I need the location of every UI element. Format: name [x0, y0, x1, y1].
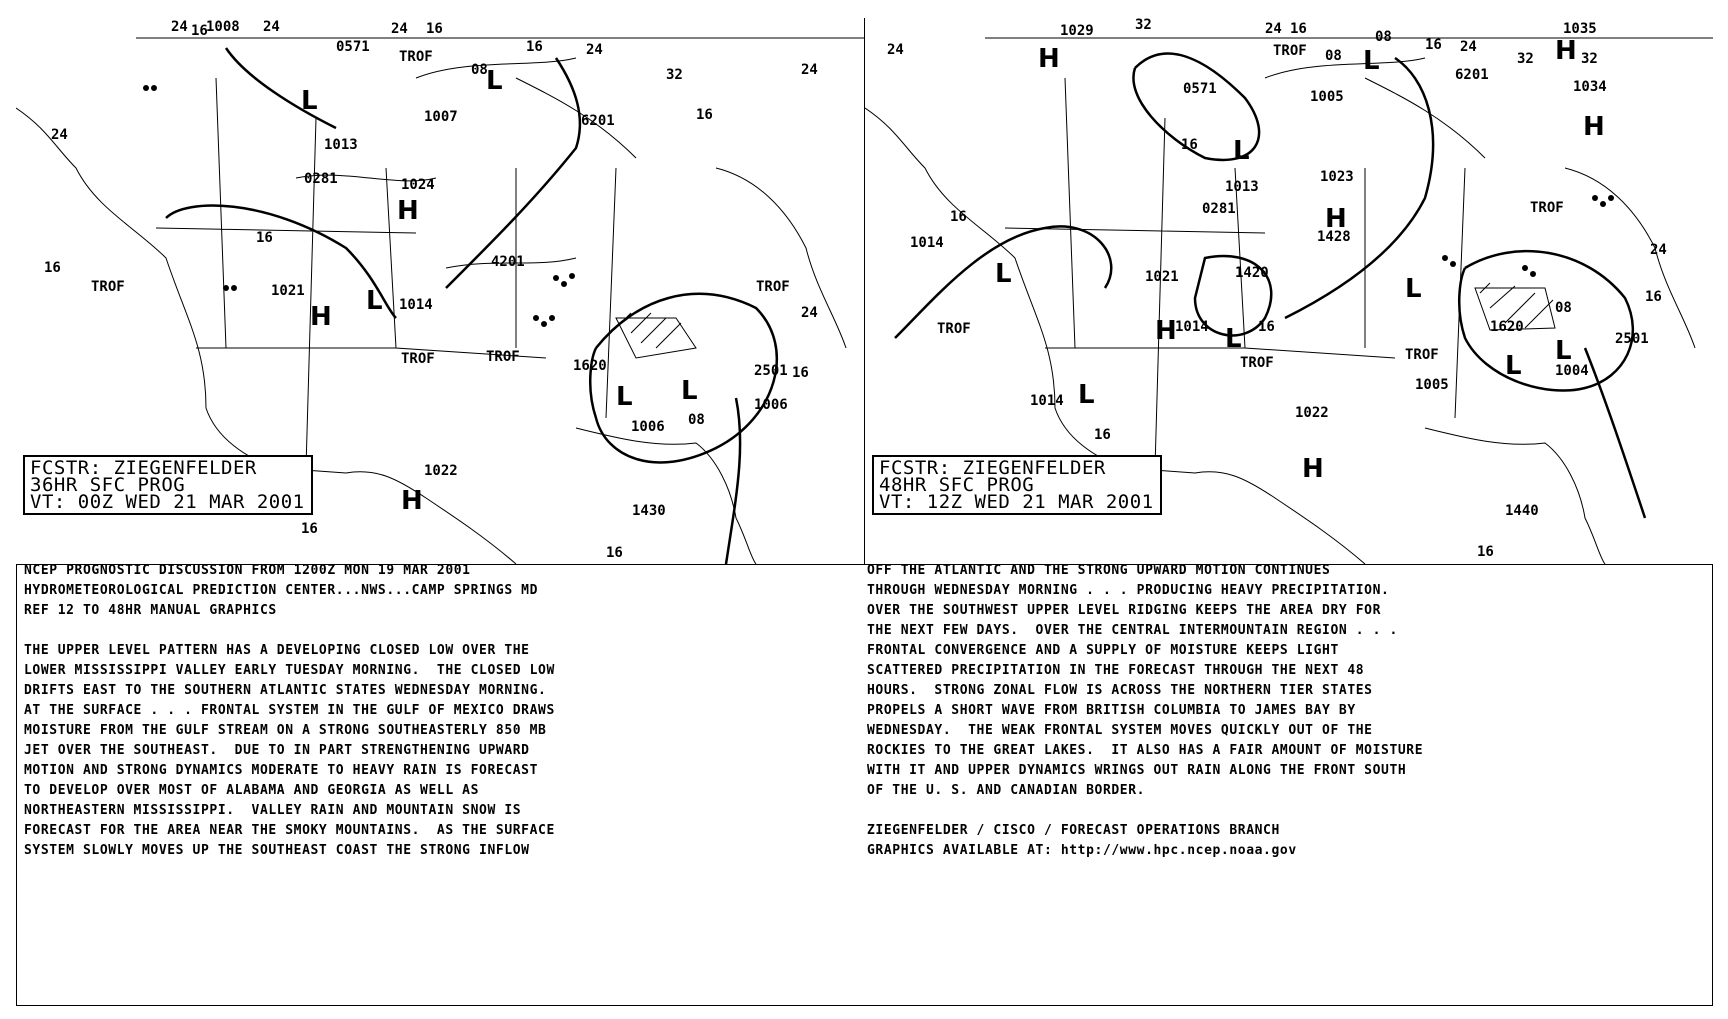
map-label: 1014 [1030, 393, 1064, 409]
map-label: 24 [801, 305, 818, 321]
low-pressure-center: L [995, 259, 1012, 289]
discussion-line: DRIFTS EAST TO THE SOUTHERN ATLANTIC STATES WEDNESDAY MORNING. [24, 683, 547, 698]
high-pressure-center: H [401, 486, 423, 516]
map-label: 2501 [754, 363, 788, 379]
high-pressure-center: H [1302, 454, 1324, 484]
discussion-line: ZIEGENFELDER / CISCO / FORECAST OPERATIONS BRANCH [867, 823, 1280, 838]
discussion-line: THE NEXT FEW DAYS. OVER THE CENTRAL INTERMOUNTAIN REGION . . . [867, 623, 1398, 638]
map-label: 16 [1290, 21, 1307, 37]
high-pressure-center: H [1038, 44, 1060, 74]
discussion-line: PROPELS A SHORT WAVE FROM BRITISH COLUMBIA TO JAMES BAY BY [867, 703, 1356, 718]
map-label: 16 [1181, 137, 1198, 153]
discussion-line: ROCKIES TO THE GREAT LAKES. IT ALSO HAS A FAIR AMOUNT OF MOISTURE [867, 743, 1424, 758]
discussion-line: REF 12 TO 48HR MANUAL GRAPHICS [24, 603, 277, 618]
map-label: 1021 [1145, 269, 1179, 285]
discussion-line: HOURS. STRONG ZONAL FLOW IS ACROSS THE NORTHERN TIER STATES [867, 683, 1373, 698]
valid-time: VT: 12Z WED 21 MAR 2001 [879, 491, 1154, 513]
map-label: 24 [391, 21, 408, 37]
map-label: 16 [1258, 319, 1275, 335]
map-label: 1035 [1563, 21, 1597, 37]
map-label: 1440 [1505, 503, 1539, 519]
discussion-line: NCEP PROGNOSTIC DISCUSSION FROM 1200Z MON 19 MAR 2001 [24, 563, 471, 578]
map-label: TROF [399, 49, 433, 65]
low-pressure-center: L [1405, 274, 1422, 304]
map-label: 24 [1265, 21, 1282, 37]
map-label: 1620 [1490, 319, 1524, 335]
map-label: 16 [1645, 289, 1662, 305]
map-label: 6201 [581, 113, 615, 129]
map-label: 1014 [910, 235, 944, 251]
map-label: 1428 [1317, 229, 1351, 245]
discussion-line: WITH IT AND UPPER DYNAMICS WRINGS OUT RAIN ALONG THE FRONT SOUTH [867, 763, 1407, 778]
low-pressure-center: L [301, 86, 318, 116]
discussion-line: SCATTERED PRECIPITATION IN THE FORECAST THROUGH THE NEXT 48 [867, 663, 1365, 678]
discussion-line: HYDROMETEOROLOGICAL PREDICTION CENTER...NWS...CAMP SPRINGS MD [24, 583, 539, 598]
map-label: TROF [91, 279, 125, 295]
map-label: TROF [937, 321, 971, 337]
discussion-line [24, 621, 555, 641]
map-label: 16 [792, 365, 809, 381]
map-label: 16 [44, 260, 61, 276]
valid-time: VT: 00Z WED 21 MAR 2001 [30, 491, 305, 513]
high-pressure-center: H [1155, 316, 1177, 346]
discussion-line: SYSTEM SLOWLY MOVES UP THE SOUTHEAST COAST THE STRONG INFLOW [24, 843, 530, 858]
map-label: 16 [426, 21, 443, 37]
low-pressure-center: L [1363, 46, 1380, 76]
map-label: 1029 [1060, 23, 1094, 39]
map-label: 16 [191, 23, 208, 39]
discussion-line: GRAPHICS AVAILABLE AT: http://www.hpc.ncep.noaa.gov [867, 843, 1297, 858]
low-pressure-center: L [681, 376, 698, 406]
map-label: 1420 [1235, 265, 1269, 281]
map-label: 1005 [1415, 377, 1449, 393]
map-label: 1006 [631, 419, 665, 435]
forecaster-name: FCSTR: ZIEGENFELDER [30, 457, 257, 479]
map-36hr-panel [16, 18, 865, 564]
map-label: 1022 [1295, 405, 1329, 421]
high-pressure-center: H [1583, 112, 1605, 142]
map-label: 6201 [1455, 67, 1489, 83]
map-label: 16 [606, 545, 623, 561]
map-label: 1620 [573, 358, 607, 374]
discussion-line: THE UPPER LEVEL PATTERN HAS A DEVELOPING CLOSED LOW OVER THE [24, 643, 530, 658]
map-label: 32 [1581, 51, 1598, 67]
map-label: TROF [1405, 347, 1439, 363]
discussion-line: FRONTAL CONVERGENCE AND A SUPPLY OF MOISTURE KEEPS LIGHT [867, 643, 1339, 658]
map-label: 0281 [304, 171, 338, 187]
map-label: 24 [801, 62, 818, 78]
map-label: 1014 [399, 297, 433, 313]
discussion-line: LOWER MISSISSIPPI VALLEY EARLY TUESDAY MORNING. THE CLOSED LOW [24, 663, 555, 678]
discussion-right-column [867, 561, 1423, 861]
low-pressure-center: L [616, 382, 633, 412]
low-pressure-center: L [1078, 380, 1095, 410]
low-pressure-center: L [1225, 324, 1242, 354]
map-label: 1022 [424, 463, 458, 479]
forecaster-info-box [23, 455, 313, 515]
map-label: TROF [401, 351, 435, 367]
discussion-line: FORECAST FOR THE AREA NEAR THE SMOKY MOUNTAINS. AS THE SURFACE [24, 823, 555, 838]
map-label: 24 [171, 19, 188, 35]
map-label: 1023 [1320, 169, 1354, 185]
discussion-line: MOTION AND STRONG DYNAMICS MODERATE TO HEAVY RAIN IS FORECAST [24, 763, 539, 778]
map-label: 1024 [401, 177, 435, 193]
map-label: 1034 [1573, 79, 1607, 95]
map-label: 24 [1650, 242, 1667, 258]
map-label: 0571 [336, 39, 370, 55]
forecaster-name: FCSTR: ZIEGENFELDER [879, 457, 1106, 479]
map-label: 2501 [1615, 331, 1649, 347]
map-label: 32 [666, 67, 683, 83]
discussion-line: OF THE U. S. AND CANADIAN BORDER. [867, 783, 1146, 798]
discussion-line: THROUGH WEDNESDAY MORNING . . . PRODUCING HEAVY PRECIPITATION. [867, 583, 1390, 598]
map-label: 16 [950, 209, 967, 225]
map-label: TROF [1530, 200, 1564, 216]
map-label: 08 [1375, 29, 1392, 45]
map-label: 1013 [324, 137, 358, 153]
discussion-line: OFF THE ATLANTIC AND THE STRONG UPWARD MOTION CONTINUES [867, 563, 1331, 578]
map-label: 08 [471, 62, 488, 78]
map-label: TROF [486, 349, 520, 365]
map-label: 16 [1425, 37, 1442, 53]
low-pressure-center: L [486, 66, 503, 96]
discussion-line: TO DEVELOP OVER MOST OF ALABAMA AND GEORGIA AS WELL AS [24, 783, 480, 798]
map-label: 1005 [1310, 89, 1344, 105]
map-label: TROF [756, 279, 790, 295]
map-label: 08 [688, 412, 705, 428]
map-label: 1004 [1555, 363, 1589, 379]
map-48hr-panel [865, 18, 1713, 564]
map-label: 16 [301, 521, 318, 537]
map-label: 1014 [1175, 319, 1209, 335]
map-label: 16 [1094, 427, 1111, 443]
map-label: 1006 [754, 397, 788, 413]
discussion-line: JET OVER THE SOUTHEAST. DUE TO IN PART STRENGTHENING UPWARD [24, 743, 530, 758]
map-label: 24 [586, 42, 603, 58]
map-label: 1430 [632, 503, 666, 519]
discussion-line: NORTHEASTERN MISSISSIPPI. VALLEY RAIN AND MOUNTAIN SNOW IS [24, 803, 522, 818]
map-label: 0281 [1202, 201, 1236, 217]
discussion-line: WEDNESDAY. THE WEAK FRONTAL SYSTEM MOVES QUICKLY OUT OF THE [867, 723, 1373, 738]
discussion-left-column [24, 561, 555, 861]
map-label: 24 [263, 19, 280, 35]
map-label: TROF [1240, 355, 1274, 371]
map-label: 0571 [1183, 81, 1217, 97]
map-label: 32 [1517, 51, 1534, 67]
discussion-line: AT THE SURFACE . . . FRONTAL SYSTEM IN THE GULF OF MEXICO DRAWS [24, 703, 555, 718]
map-label: 08 [1325, 48, 1342, 64]
map-label: 1008 [206, 19, 240, 35]
map-label: 24 [1460, 39, 1477, 55]
discussion-line: OVER THE SOUTHWEST UPPER LEVEL RIDGING KEEPS THE AREA DRY FOR [867, 603, 1382, 618]
map-label: 1013 [1225, 179, 1259, 195]
low-pressure-center: L [1505, 351, 1522, 381]
map-label: 24 [887, 42, 904, 58]
map-label: TROF [1273, 43, 1307, 59]
precip-dots [1442, 195, 1614, 277]
map-label: 16 [256, 230, 273, 246]
high-pressure-center: H [397, 196, 419, 226]
product-name: 36HR SFC PROG [30, 474, 186, 496]
low-pressure-center: L [366, 286, 383, 316]
hatched-area [616, 313, 696, 358]
map-label: 16 [526, 39, 543, 55]
high-pressure-center: H [1555, 36, 1577, 66]
map-label: 08 [1555, 300, 1572, 316]
discussion-line: MOISTURE FROM THE GULF STREAM ON A STRONG SOUTHEASTERLY 850 MB [24, 723, 547, 738]
low-pressure-center: L [1555, 336, 1572, 366]
map-label: 32 [1135, 18, 1152, 33]
map-label: 1007 [424, 109, 458, 125]
high-pressure-center: H [310, 302, 332, 332]
high-pressure-center: H [1325, 204, 1347, 234]
map-label: 16 [1477, 544, 1494, 560]
discussion-line [867, 801, 1423, 821]
forecaster-info-box [872, 455, 1162, 515]
low-pressure-center: L [1233, 136, 1250, 166]
map-label: 16 [696, 107, 713, 123]
product-name: 48HR SFC PROG [879, 474, 1035, 496]
map-label: 24 [51, 127, 68, 143]
map-label: 4201 [491, 254, 525, 270]
map-label: 1021 [271, 283, 305, 299]
